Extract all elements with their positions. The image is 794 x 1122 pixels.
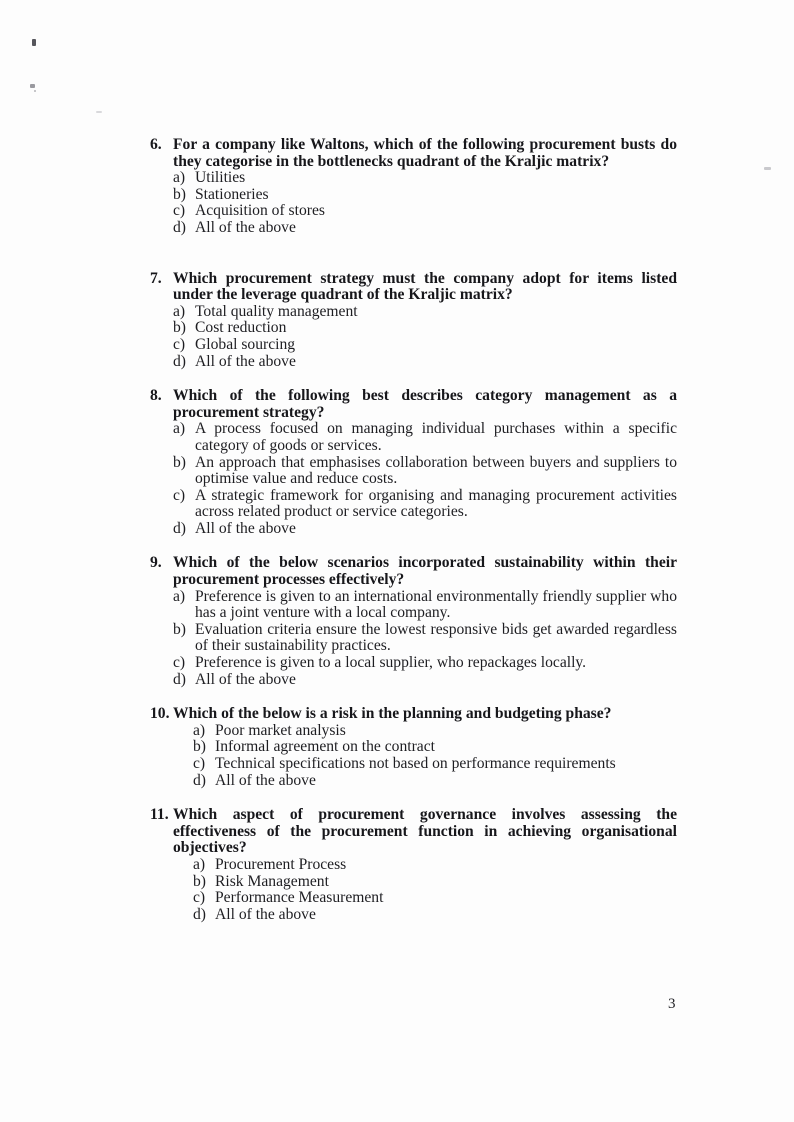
scan-artifact <box>764 167 771 170</box>
option-row <box>173 421 677 454</box>
option-row <box>173 655 677 672</box>
scan-artifact <box>30 84 35 88</box>
option-text: Preference is given to a local supplier, who repackages locally. <box>195 654 587 672</box>
option-letter: c) <box>193 889 206 907</box>
question-header <box>150 555 677 588</box>
option-letter: b) <box>173 620 186 638</box>
option-text: Preference is given to an international environmentally friendly supplier who has a joint venture with a local company. <box>195 587 677 622</box>
option-text: All of the above <box>195 670 296 688</box>
option-text: Utilities <box>195 169 246 187</box>
option-letter: b) <box>193 738 206 756</box>
option-letter: b) <box>173 453 186 471</box>
option-text: Risk Management <box>215 872 329 890</box>
question-header <box>150 137 677 170</box>
option-text: A strategic framework for organising and managing procurement activities across related product or service categories. <box>195 486 677 521</box>
question-number: 10. <box>150 705 170 723</box>
option-text: An approach that emphasises collaboration between buyers and suppliers to optimise value and reduce costs. <box>195 453 677 488</box>
question-number: 11. <box>150 806 169 824</box>
option-text: Total quality management <box>195 302 358 320</box>
option-row <box>193 773 677 790</box>
option-letter: a) <box>173 587 186 605</box>
option-row <box>173 203 677 220</box>
option-text: Global sourcing <box>195 335 296 353</box>
option-row <box>193 723 677 740</box>
option-row <box>193 857 677 874</box>
question-number: 7. <box>150 269 162 287</box>
option-letter: a) <box>173 420 186 438</box>
questions-list <box>150 137 677 941</box>
option-row <box>193 739 677 756</box>
option-text: All of the above <box>195 519 296 537</box>
option-letter: d) <box>173 218 186 236</box>
option-row <box>173 455 677 488</box>
options-list <box>193 857 677 923</box>
option-letter: b) <box>193 872 206 890</box>
option-row <box>193 890 677 907</box>
question-number: 6. <box>150 136 162 153</box>
question-header <box>150 807 677 857</box>
option-letter: a) <box>193 721 206 739</box>
option-letter: c) <box>193 755 206 772</box>
question-title: For a company like Waltons, which of the following procurement busts do they categorise in the bottlenecks quadrant of the Kraljic matrix? <box>173 136 677 170</box>
question-header <box>150 271 677 304</box>
page-number: 3 <box>668 996 676 1012</box>
option-row <box>193 874 677 891</box>
option-letter: b) <box>173 319 186 337</box>
option-row <box>173 304 677 321</box>
options-list <box>173 170 677 236</box>
option-row <box>193 756 677 773</box>
option-text: A process focused on managing individual purchases within a specific category of goods or services. <box>195 420 677 454</box>
option-text: Stationeries <box>195 185 269 203</box>
option-letter: c) <box>173 335 186 353</box>
option-text: Evaluation criteria ensure the lowest responsive bids get awarded regardless of their sustainability practices. <box>195 620 677 655</box>
option-row <box>173 354 677 371</box>
scan-artifact <box>32 39 36 46</box>
option-text: All of the above <box>195 218 296 236</box>
option-letter: d) <box>173 670 186 688</box>
question-block <box>150 271 677 371</box>
option-row <box>173 337 677 354</box>
question-block <box>150 555 677 688</box>
scan-artifact <box>34 90 36 92</box>
option-row <box>173 170 677 187</box>
option-text: Informal agreement on the contract <box>215 738 435 756</box>
options-list <box>173 421 677 537</box>
option-row <box>173 622 677 655</box>
option-letter: d) <box>193 771 206 789</box>
options-list <box>173 304 677 370</box>
question-title: Which of the below is a risk in the planning and budgeting phase? <box>173 705 612 723</box>
option-row <box>173 220 677 237</box>
option-letter: a) <box>193 855 206 873</box>
option-letter: a) <box>173 169 186 187</box>
option-text: Procurement Process <box>215 855 347 873</box>
option-text: Technical specifications not based on performance requirements <box>215 755 616 772</box>
options-list <box>193 723 677 789</box>
option-letter: c) <box>173 486 186 504</box>
question-title: Which of the following best describes category management as a procurement strategy? <box>173 387 677 421</box>
question-number: 9. <box>150 554 162 572</box>
option-text: Cost reduction <box>195 319 287 337</box>
option-text: All of the above <box>215 905 316 923</box>
option-text: All of the above <box>215 771 316 789</box>
option-row <box>193 907 677 924</box>
question-block <box>150 706 677 789</box>
option-row <box>173 589 677 622</box>
option-row <box>173 672 677 689</box>
option-text: Performance Measurement <box>215 889 384 907</box>
question-header <box>150 706 677 723</box>
option-letter: c) <box>173 202 186 220</box>
option-row <box>173 187 677 204</box>
question-header <box>150 388 677 421</box>
option-text: All of the above <box>195 352 296 370</box>
option-row <box>173 320 677 337</box>
question-title: Which aspect of procurement governance involves assessing the effectiveness of the procurement function in achieving organisational objectives? <box>173 806 677 857</box>
question-block <box>150 807 677 923</box>
option-letter: d) <box>173 519 186 537</box>
option-text: Acquisition of stores <box>195 202 325 220</box>
question-title: Which procurement strategy must the company adopt for items listed under the leverage quadrant of the Kraljic matrix? <box>173 269 677 304</box>
question-block <box>150 137 677 237</box>
option-row <box>173 488 677 521</box>
scan-artifact <box>96 111 102 113</box>
question-title: Which of the below scenarios incorporated sustainability within their procurement processes effectively? <box>173 554 677 589</box>
option-text: Poor market analysis <box>215 721 346 739</box>
option-row <box>173 521 677 538</box>
option-letter: c) <box>173 654 186 672</box>
option-letter: d) <box>193 905 206 923</box>
options-list <box>173 589 677 689</box>
question-block <box>150 388 677 537</box>
question-number: 8. <box>150 387 162 405</box>
option-letter: a) <box>173 302 186 320</box>
option-letter: b) <box>173 185 186 203</box>
option-letter: d) <box>173 352 186 370</box>
